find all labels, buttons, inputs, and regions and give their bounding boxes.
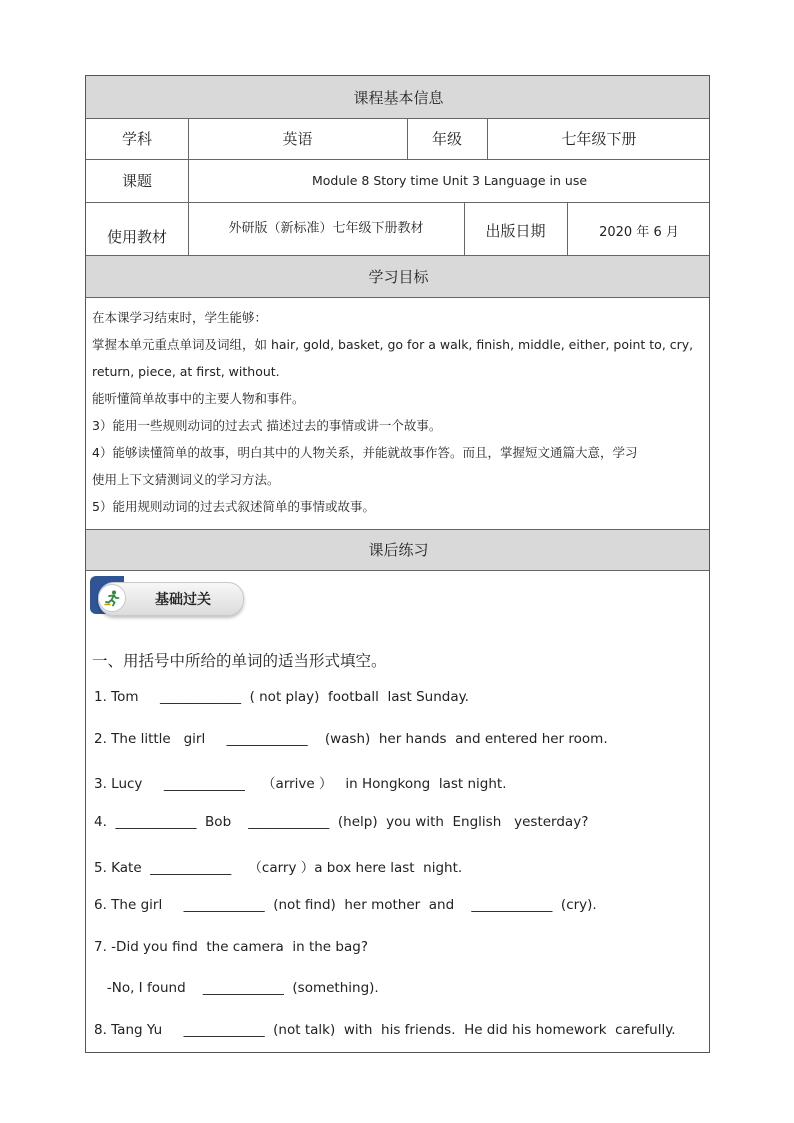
exercise-instruction: 一、用括号中所给的单词的适当形式填空。 — [92, 652, 387, 670]
objectives-list — [92, 304, 703, 520]
objective-line: return, piece, at first, without. — [92, 364, 280, 379]
date-value: 2020 年 6 月 — [599, 225, 679, 240]
textbook-label: 使用教材 — [106, 228, 167, 246]
objectives-title: 学习目标 — [368, 267, 429, 286]
course-info-title: 课程基本信息 — [353, 88, 444, 107]
subject-value: 英语 — [282, 130, 313, 148]
exercise-item: 6. The girl ____________ (not find) her mother and ____________ (cry). — [94, 897, 597, 913]
date-label: 出版日期 — [485, 222, 546, 240]
objective-line: 使用上下文猜测词义的学习方法。 — [92, 472, 280, 487]
grade-label: 年级 — [431, 130, 462, 148]
objective-line: 3）能用一些规则动词的过去式 描述过去的事情或讲一个故事。 — [92, 418, 442, 433]
badge-label: 基础过关 — [155, 592, 211, 608]
exercise-item: 5. Kate ____________ （carry ）a box here last night. — [94, 860, 463, 876]
subject-label: 学科 — [121, 130, 152, 148]
exercise-item: 3. Lucy ____________ （arrive ） in Hongkong last night. — [94, 776, 507, 792]
topic-label: 课题 — [121, 172, 152, 190]
textbook-value: 外研版（新标准）七年级下册教材 — [228, 220, 424, 236]
objective-line: 5）能用规则动词的过去式叙述简单的事情或故事。 — [92, 499, 375, 514]
objective-line: 掌握本单元重点单词及词组，如 hair, gold, basket, go for a walk, finish, middle, either, point to, cry, — [92, 337, 694, 352]
exercise-item: 7. -Did you find the camera in the bag? — [94, 939, 368, 955]
exercise-item: 4. ____________ Bob ____________ (help) you with English yesterday? — [94, 814, 589, 830]
lesson-sheet — [85, 75, 710, 1053]
grade-value: 七年级下册 — [561, 130, 637, 148]
objective-line: 能听懂简单故事中的主要人物和事件。 — [92, 391, 305, 406]
practice-title: 课后练习 — [368, 541, 429, 559]
running-person-icon — [98, 584, 126, 612]
basic-level-badge — [90, 576, 242, 616]
objective-line: 在本课学习结束时，学生能够： — [92, 310, 268, 325]
topic-value: Module 8 Story time Unit 3 Language in use — [311, 173, 588, 188]
exercise-item: 8. Tang Yu ____________ (not talk) with his friends. He did his homework carefully. — [94, 1022, 676, 1038]
exercise-item: 1. Tom ____________ ( not play) football last Sunday. — [94, 689, 469, 705]
exercise-item: 2. The little girl ____________ (wash) her hands and entered her room. — [94, 731, 608, 747]
objective-line: 4）能够读懂简单的故事，明白其中的人物关系，并能就故事作答。而且，掌握短文通篇大意，学习 — [92, 445, 638, 460]
exercise-item: -No, I found ____________ (something). — [94, 980, 379, 996]
